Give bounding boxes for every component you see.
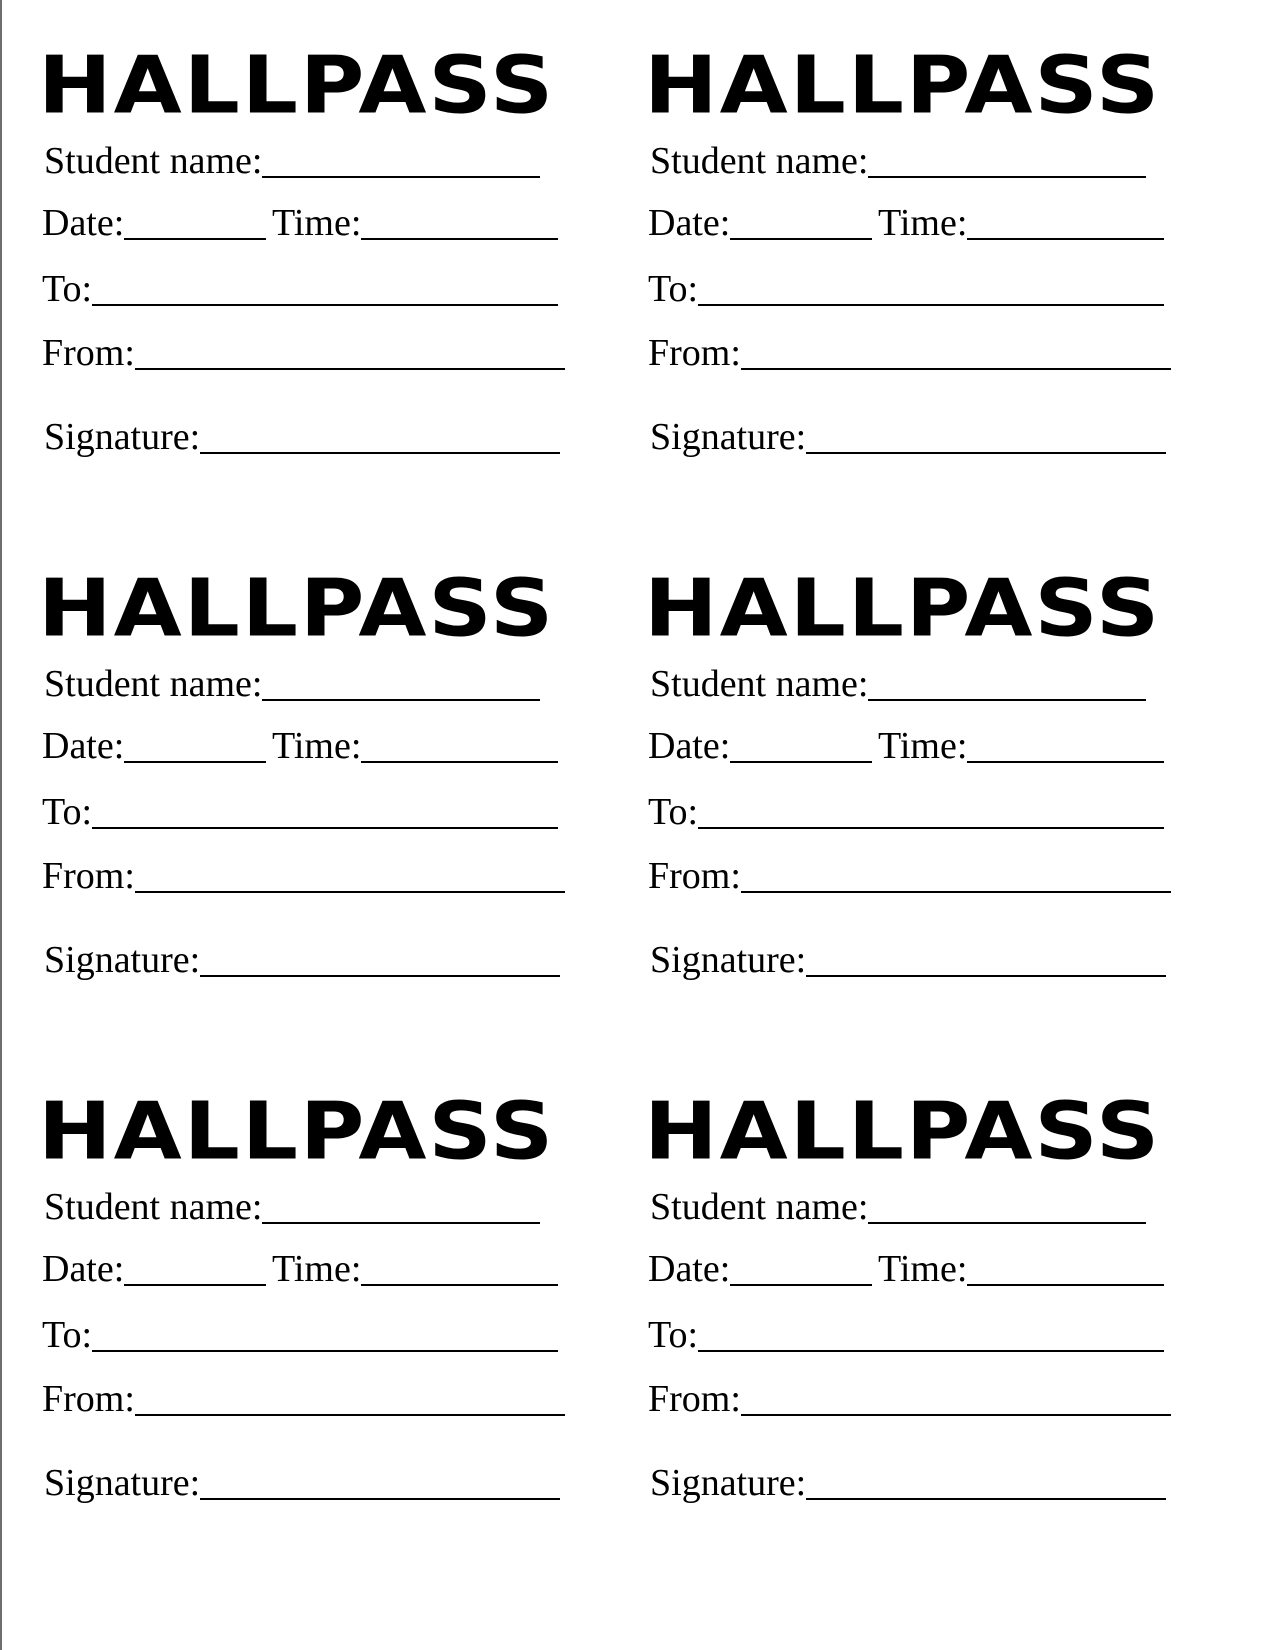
time-line[interactable] bbox=[967, 1284, 1164, 1286]
to-line[interactable] bbox=[92, 304, 558, 306]
from-field bbox=[42, 1380, 565, 1418]
to-line[interactable] bbox=[698, 827, 1164, 829]
signature-line[interactable] bbox=[806, 975, 1166, 977]
to-label: To: bbox=[648, 791, 699, 833]
from-line[interactable] bbox=[135, 891, 565, 893]
signature-label: Signature: bbox=[650, 939, 807, 981]
time-field bbox=[272, 727, 558, 765]
from-field bbox=[648, 857, 1171, 895]
student-name-line[interactable] bbox=[868, 699, 1146, 701]
to-label: To: bbox=[648, 1314, 699, 1356]
pass-title: HALLPASS bbox=[38, 38, 556, 132]
student-name-field bbox=[44, 1188, 540, 1226]
signature-line[interactable] bbox=[806, 1498, 1166, 1500]
to-line[interactable] bbox=[92, 1350, 558, 1352]
signature-label: Signature: bbox=[44, 1462, 201, 1504]
date-label: Date: bbox=[42, 202, 125, 244]
to-line[interactable] bbox=[92, 827, 558, 829]
to-label: To: bbox=[42, 268, 93, 310]
time-field bbox=[272, 1250, 558, 1288]
time-field bbox=[878, 727, 1164, 765]
date-line[interactable] bbox=[730, 238, 872, 240]
time-field bbox=[272, 204, 558, 242]
date-line[interactable] bbox=[124, 238, 266, 240]
from-field bbox=[648, 334, 1171, 372]
signature-line[interactable] bbox=[200, 975, 560, 977]
pass-title: HALLPASS bbox=[644, 561, 1162, 655]
student-name-line[interactable] bbox=[868, 176, 1146, 178]
hall-pass bbox=[606, 561, 1176, 1013]
hall-pass bbox=[0, 561, 570, 1013]
student-name-field bbox=[44, 665, 540, 703]
time-label: Time: bbox=[272, 725, 362, 767]
signature-label: Signature: bbox=[650, 416, 807, 458]
to-label: To: bbox=[648, 268, 699, 310]
from-label: From: bbox=[42, 1378, 135, 1420]
student-name-line[interactable] bbox=[262, 176, 540, 178]
from-line[interactable] bbox=[135, 368, 565, 370]
hall-pass bbox=[0, 1084, 570, 1536]
student-name-label: Student name: bbox=[650, 140, 869, 182]
to-line[interactable] bbox=[698, 304, 1164, 306]
signature-line[interactable] bbox=[200, 452, 560, 454]
to-label: To: bbox=[42, 791, 93, 833]
time-label: Time: bbox=[878, 725, 968, 767]
to-line[interactable] bbox=[698, 1350, 1164, 1352]
time-line[interactable] bbox=[361, 1284, 558, 1286]
date-field bbox=[42, 1250, 266, 1288]
hall-pass bbox=[606, 1084, 1176, 1536]
date-label: Date: bbox=[648, 202, 731, 244]
pass-title: HALLPASS bbox=[644, 38, 1162, 132]
from-field bbox=[648, 1380, 1171, 1418]
time-line[interactable] bbox=[967, 761, 1164, 763]
student-name-label: Student name: bbox=[44, 663, 263, 705]
to-label: To: bbox=[42, 1314, 93, 1356]
pass-title: HALLPASS bbox=[38, 1084, 556, 1178]
student-name-field bbox=[650, 142, 1146, 180]
from-label: From: bbox=[648, 332, 741, 374]
student-name-label: Student name: bbox=[650, 663, 869, 705]
date-field bbox=[42, 204, 266, 242]
hall-pass bbox=[606, 38, 1176, 490]
time-line[interactable] bbox=[361, 761, 558, 763]
from-label: From: bbox=[648, 1378, 741, 1420]
date-line[interactable] bbox=[730, 1284, 872, 1286]
student-name-label: Student name: bbox=[650, 1186, 869, 1228]
signature-field bbox=[650, 1464, 1166, 1502]
date-line[interactable] bbox=[730, 761, 872, 763]
signature-line[interactable] bbox=[200, 1498, 560, 1500]
signature-label: Signature: bbox=[44, 939, 201, 981]
student-name-label: Student name: bbox=[44, 140, 263, 182]
date-label: Date: bbox=[648, 1248, 731, 1290]
signature-label: Signature: bbox=[650, 1462, 807, 1504]
signature-field bbox=[44, 941, 560, 979]
student-name-field bbox=[650, 1188, 1146, 1226]
time-label: Time: bbox=[878, 1248, 968, 1290]
time-label: Time: bbox=[878, 202, 968, 244]
date-field bbox=[42, 727, 266, 765]
to-field bbox=[42, 793, 558, 831]
date-label: Date: bbox=[648, 725, 731, 767]
from-field bbox=[42, 857, 565, 895]
student-name-field bbox=[650, 665, 1146, 703]
student-name-field bbox=[44, 142, 540, 180]
from-field bbox=[42, 334, 565, 372]
to-field bbox=[42, 1316, 558, 1354]
signature-field bbox=[650, 941, 1166, 979]
date-line[interactable] bbox=[124, 1284, 266, 1286]
to-field bbox=[648, 793, 1164, 831]
time-label: Time: bbox=[272, 202, 362, 244]
time-field bbox=[878, 1250, 1164, 1288]
pass-title: HALLPASS bbox=[644, 1084, 1162, 1178]
from-line[interactable] bbox=[741, 891, 1171, 893]
time-label: Time: bbox=[272, 1248, 362, 1290]
from-line[interactable] bbox=[741, 368, 1171, 370]
to-field bbox=[648, 270, 1164, 308]
student-name-label: Student name: bbox=[44, 1186, 263, 1228]
date-label: Date: bbox=[42, 725, 125, 767]
to-field bbox=[648, 1316, 1164, 1354]
signature-field bbox=[650, 418, 1166, 456]
from-label: From: bbox=[42, 332, 135, 374]
from-line[interactable] bbox=[741, 1414, 1171, 1416]
student-name-line[interactable] bbox=[868, 1222, 1146, 1224]
from-line[interactable] bbox=[135, 1414, 565, 1416]
signature-line[interactable] bbox=[806, 452, 1166, 454]
signature-field bbox=[44, 418, 560, 456]
to-field bbox=[42, 270, 558, 308]
signature-field bbox=[44, 1464, 560, 1502]
pass-title: HALLPASS bbox=[38, 561, 556, 655]
date-label: Date: bbox=[42, 1248, 125, 1290]
time-line[interactable] bbox=[361, 238, 558, 240]
time-line[interactable] bbox=[967, 238, 1164, 240]
time-field bbox=[878, 204, 1164, 242]
from-label: From: bbox=[648, 855, 741, 897]
date-line[interactable] bbox=[124, 761, 266, 763]
from-label: From: bbox=[42, 855, 135, 897]
date-field bbox=[648, 204, 872, 242]
hall-pass bbox=[0, 38, 570, 490]
date-field bbox=[648, 1250, 872, 1288]
student-name-line[interactable] bbox=[262, 699, 540, 701]
signature-label: Signature: bbox=[44, 416, 201, 458]
date-field bbox=[648, 727, 872, 765]
student-name-line[interactable] bbox=[262, 1222, 540, 1224]
